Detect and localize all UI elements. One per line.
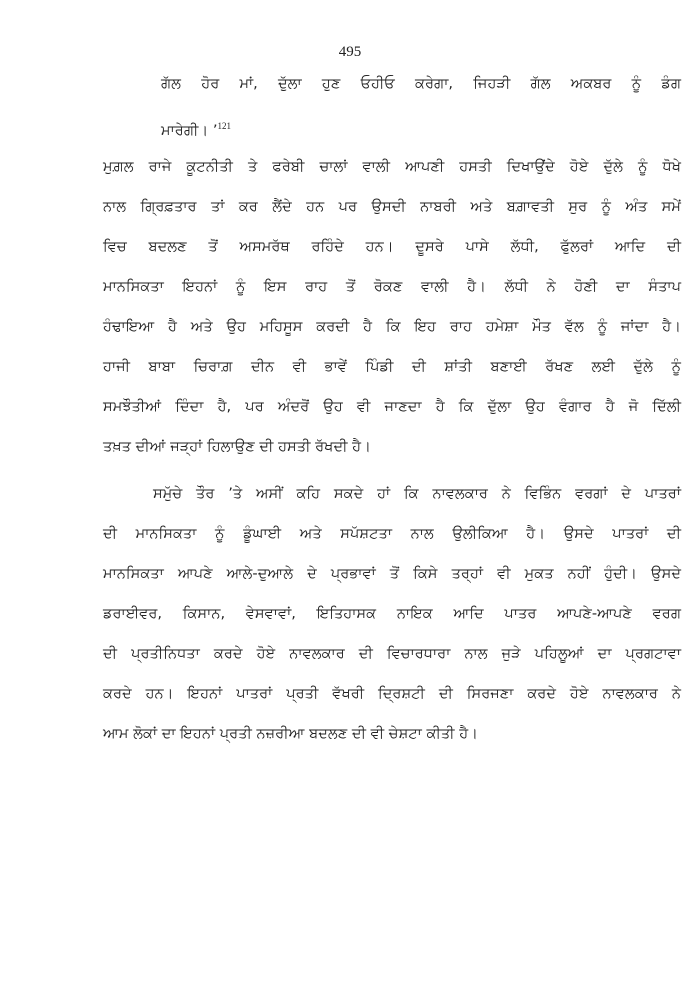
paragraph-line: ਤਖ਼ਤ ਦੀਆਂ ਜੜ੍ਹਾਂ ਹਿਲਾਉਣ ਦੀ ਹਸਤੀ ਰੱਖਦੀ ਹੈ।: [103, 438, 371, 455]
paragraph-line: ਡਰਾਈਵਰ, ਕਿਸਾਨ, ਵੇਸਵਾਵਾਂ, ਇਤਿਹਾਸਕ ਨਾਇਕ ਆਦਿ ਪਾਤਰ ਆਪਣੇ-ਆਪਣੇ ਵਰਗ: [103, 605, 681, 622]
quote-line-text: ਮਾਰੇਗੀ। ’: [161, 122, 218, 139]
paragraph-line: ਮਾਨਸਿਕਤਾ ਆਪਣੇ ਆਲੇ-ਦੁਆਲੇ ਦੇ ਪ੍ਰਭਾਵਾਂ ਤੋਂ ਕਿਸੇ ਤਰ੍ਹਾਂ ਵੀ ਮੁਕਤ ਨਹੀਂ ਹੁੰਦੀ। ਉਸਦੇ: [103, 565, 681, 582]
paragraph-line: ਹੰਢਾਇਆ ਹੈ ਅਤੇ ਉਹ ਮਹਿਸੂਸ ਕਰਦੀ ਹੈ ਕਿ ਇਹ ਰਾਹ ਹਮੇਸ਼ਾ ਮੌਤ ਵੱਲ ਨੂੰ ਜਾਂਦਾ ਹੈ।: [103, 318, 681, 335]
paragraph-line: ਹਾਜੀ ਬਾਬਾ ਚਿਰਾਗ਼ ਦੀਨ ਵੀ ਭਾਵੇਂ ਪਿੰਡੀ ਦੀ ਸ਼ਾਂਤੀ ਬਣਾਈ ਰੱਖਣ ਲਈ ਦੁੱਲੇ ਨੂੰ: [103, 358, 681, 375]
paragraph-line: ਸਮਝੌਤੀਆਂ ਦਿੰਦਾ ਹੈ, ਪਰ ਅੰਦਰੋਂ ਉਹ ਵੀ ਜਾਣਦਾ ਹੈ ਕਿ ਦੁੱਲਾ ਉਹ ਵੰਗਾਰ ਹੈ ਜੋ ਦਿੱਲੀ: [103, 398, 681, 415]
quote-line: ਗੱਲ ਹੋਰ ਮਾਂ, ਦੁੱਲਾ ਹੁਣ ਓਹੀਓ ਕਰੇਗਾ, ਜਿਹੜੀ ਗੱਲ ਅਕਬਰ ਨੂੰ ਡੰਗ: [161, 75, 681, 92]
paragraph-line: ਆਮ ਲੋਕਾਂ ਦਾ ਇਹਨਾਂ ਪ੍ਰਤੀ ਨਜ਼ਰੀਆ ਬਦਲਣ ਦੀ ਵੀ ਚੇਸ਼ਟਾ ਕੀਤੀ ਹੈ।: [103, 725, 479, 742]
paragraph-line: ਦੀ ਪ੍ਰਤੀਨਿਧਤਾ ਕਰਦੇ ਹੋਏ ਨਾਵਲਕਾਰ ਦੀ ਵਿਚਾਰਧਾਰਾ ਨਾਲ ਜੁੜੇ ਪਹਿਲੂਆਂ ਦਾ ਪ੍ਰਗਟਾਵਾ: [103, 645, 681, 662]
page-number: 495: [338, 44, 362, 60]
paragraph-line: ਸਮੁੱਚੇ ਤੌਰ ’ਤੇ ਅਸੀਂ ਕਹਿ ਸਕਦੇ ਹਾਂ ਕਿ ਨਾਵਲਕਾਰ ਨੇ ਵਿਭਿੰਨ ਵਰਗਾਂ ਦੇ ਪਾਤਰਾਂ: [153, 485, 681, 502]
quote-line: [161, 115, 231, 137]
paragraph-line: ਵਿਚ ਬਦਲਣ ਤੋਂ ਅਸਮਰੱਥ ਰਹਿੰਦੇ ਹਨ। ਦੂਸਰੇ ਪਾਸੇ ਲੱਧੀ, ਫੁੱਲਰਾਂ ਆਦਿ ਦੀ: [103, 238, 681, 255]
paragraph-line: ਕਰਦੇ ਹਨ। ਇਹਨਾਂ ਪਾਤਰਾਂ ਪ੍ਰਤੀ ਵੱਖਰੀ ਦ੍ਰਿਸ਼ਟੀ ਦੀ ਸਿਰਜਣਾ ਕਰਦੇ ਹੋਏ ਨਾਵਲਕਾਰ ਨੇ: [103, 685, 681, 702]
footnote-reference: 121: [217, 121, 231, 131]
paragraph-line: ਨਾਲ ਗ੍ਰਿਫ਼ਤਾਰ ਤਾਂ ਕਰ ਲੈਂਦੇ ਹਨ ਪਰ ਉਸਦੀ ਨਾਬਰੀ ਅਤੇ ਬਗ਼ਾਵਤੀ ਸੁਰ ਨੂੰ ਅੰਤ ਸਮੇਂ: [103, 198, 681, 215]
paragraph-line: ਮੁਗ਼ਲ ਰਾਜੇ ਕੂਟਨੀਤੀ ਤੇ ਫਰੇਬੀ ਚਾਲਾਂ ਵਾਲੀ ਆਪਣੀ ਹਸਤੀ ਦਿਖਾਉਂਦੇ ਹੋਏ ਦੁੱਲੇ ਨੂੰ ਧੋਖੇ: [103, 158, 681, 175]
paragraph-line: ਮਾਨਸਿਕਤਾ ਇਹਨਾਂ ਨੂੰ ਇਸ ਰਾਹ ਤੋਂ ਰੋਕਣ ਵਾਲੀ ਹੈ। ਲੱਧੀ ਨੇ ਹੋਣੀ ਦਾ ਸੰਤਾਪ: [103, 278, 681, 295]
paragraph-line: ਦੀ ਮਾਨਸਿਕਤਾ ਨੂੰ ਡੂੰਘਾਈ ਅਤੇ ਸਪੱਸ਼ਟਤਾ ਨਾਲ ਉਲੀਕਿਆ ਹੈ। ਉਸਦੇ ਪਾਤਰਾਂ ਦੀ: [103, 525, 681, 542]
